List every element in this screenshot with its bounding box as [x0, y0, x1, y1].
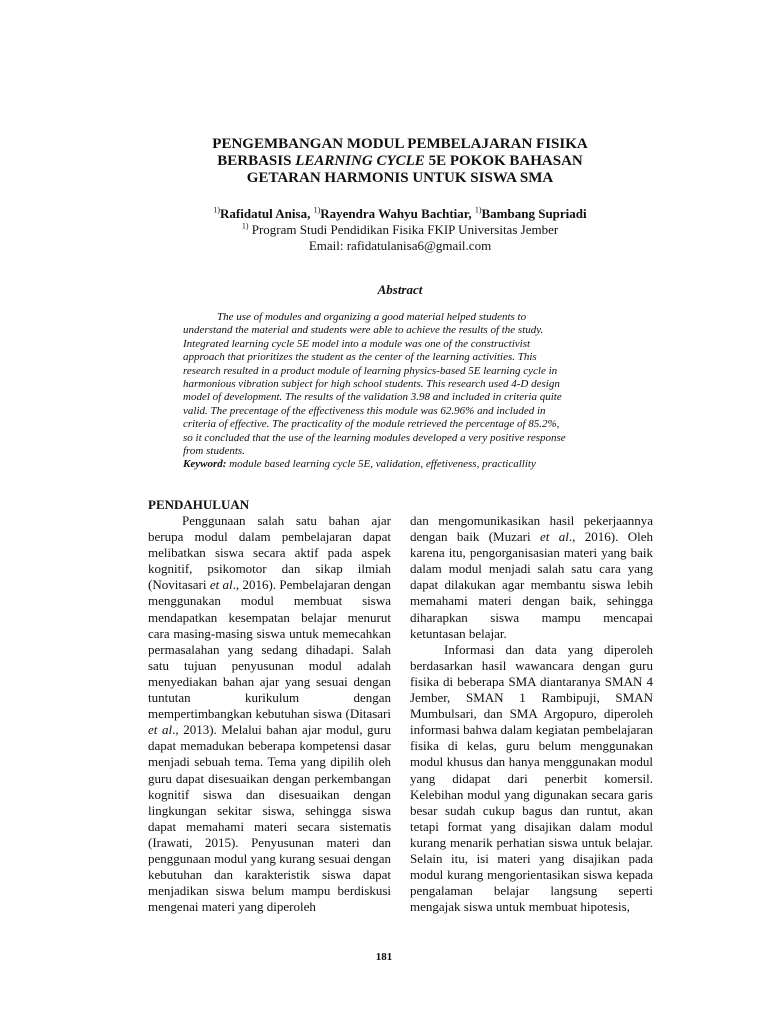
- author-name: Bambang Supriadi: [481, 206, 587, 221]
- abstract-line: Integrated learning cycle 5E model into a module was one of the constructivist: [183, 337, 531, 350]
- affiliation: [100, 222, 700, 238]
- italic-text: et al: [148, 722, 173, 738]
- title-line-2: [100, 153, 700, 170]
- section-heading: PENDAHULUAN: [148, 497, 250, 512]
- abstract-line: harmonious vibration subject for high school students. This research used 4-D design: [183, 378, 560, 391]
- left-column: [148, 513, 391, 915]
- abstract-line: approach that prioritizes the student as the center of the learning activities. This: [183, 351, 537, 364]
- paragraph: [148, 513, 391, 915]
- text-run: Penggunaan salah satu bahan ajar berupa modul dalam pembelajaran dapat melibatkan siswa secara aktif pada aspek kognitif, psikomotor dan sikap ilmiah (Novitasari: [148, 513, 391, 593]
- right-column: [410, 513, 653, 915]
- title-line-1: PENGEMBANGAN MODUL PEMBELAJARAN FISIKA: [212, 136, 588, 152]
- title-line-2-post: 5E POKOK BAHASAN: [424, 153, 583, 169]
- author-name: Rafidatul Anisa,: [220, 206, 311, 221]
- author-email: Email: rafidatulanisa6@gmail.com: [308, 238, 492, 253]
- affiliation-marker: 1): [241, 221, 249, 231]
- abstract-body: [183, 311, 623, 472]
- page-number: 181: [375, 951, 393, 963]
- italic-text: et al: [209, 577, 233, 593]
- author-name: Rayendra Wahyu Bachtiar,: [320, 206, 472, 221]
- author-marker: 1): [313, 205, 321, 215]
- author-marker: 1): [474, 205, 482, 215]
- keywords: [183, 458, 623, 471]
- paragraph: Informasi dan data yang diperoleh berdasarkan hasil wawancara dengan guru fisika di beberapa SMA diantaranya SMAN 4 Jember, SMAN 1 Rambipuji, SMAN Mumbulsari, dan SMA Argopuro, diperoleh informasi bahwa dalam kegiatan pembelajaran fisika di kelas, guru belum menggunakan modul khusus dan hanya menggunakan modul yang didapat dari penerbit komersil. Kelebihan modul yang digunakan secara garis besar sudah cukup bagus dan runtut, akan tetapi format yang disajikan dalam modul kurang menarik perhatian siswa untuk belajar. Selain itu, isi materi yang disajikan pada modul kurang mengorientasikan siswa kepada pengalaman belajar langsung seperti mengajak siswa untuk membuat hipotesis,: [410, 641, 653, 915]
- title-line-2-pre: BERBASIS: [217, 153, 296, 169]
- keyword-list: module based learning cycle 5E, validation, effetiveness, practicallity: [226, 458, 536, 471]
- paper-title: [100, 136, 700, 187]
- paragraph: [410, 513, 653, 642]
- affiliation-text: Program Studi Pendidikan Fisika FKIP Universitas Jember: [251, 222, 559, 237]
- keyword-label: Keyword:: [183, 458, 227, 471]
- italic-text: et al: [539, 529, 569, 545]
- abstract-line: research resulted in a product module of learning physics-based 5E learning cycle in: [183, 364, 558, 377]
- text-run: dan mengomunikasikan hasil pekerjaannya dengan baik (Muzari: [410, 513, 653, 545]
- text-run: ., 2013). Melalui bahan ajar modul, guru dapat memadukan beberapa kompetensi dasar menjadi sebuah tema. Tema yang dipilih oleh guru dapat disesuaikan dengan perkembangan kognitif siswa dan disesuaikan dengan lingkungan sekitar siswa, sehingga siswa dapat memahami materi secara sistematis (Irawati, 2015). Penyusunan materi dan penggunaan modul yang kurang sesuai dengan kebutuhan dan karakteristik siswa dapat menjadikan siswa belum mampu berdiskusi mengenai materi yang diperoleh: [148, 722, 391, 915]
- abstract-heading: Abstract: [377, 282, 423, 297]
- text-run: ., 2016). Pembelajaran dengan menggunakan modul membuat siswa mendapatkan kesempatan belajar menurut cara masing-masing siswa untuk memecahkan permasalahan yang sedang dihadapi. Salah satu tujuan penyusunan modul adalah menyediakan bahan ajar yang sesuai dengan tuntutan kurikulum dengan mempertimbangkan kebutuhan siswa (Ditasari: [148, 577, 391, 722]
- abstract-line: from students.: [183, 445, 245, 458]
- abstract-line: so it concluded that the use of the learning modules developed a very positive response: [183, 431, 566, 444]
- author-list: [100, 206, 700, 222]
- abstract-line: valid. The precentage of the effectiveness this module was 62.96% and included in: [183, 404, 546, 417]
- abstract-line: criteria of effective. The practicality of the module retrieved the percentage of 85.2%,: [183, 418, 560, 431]
- abstract-line: understand the material and students were able to achieve the results of the study.: [183, 324, 544, 337]
- title-line-2-italic: LEARNING CYCLE: [295, 153, 425, 169]
- text-run: ., 2016). Oleh karena itu, pengorganisasian materi yang baik dalam modul menjadi salah satu cara yang dapat dilakukan agar membantu siswa lebih memahami materi dengan baik, sehingga diharapkan siswa mampu mencapai ketuntasan belajar.: [410, 529, 653, 641]
- abstract-line: model of development. The results of the validation 3.98 and included in criteria quite: [183, 391, 562, 404]
- title-line-3: GETARAN HARMONIS UNTUK SISWA SMA: [246, 170, 554, 186]
- author-marker: 1): [213, 205, 221, 215]
- abstract-line: The use of modules and organizing a good material helped students to: [217, 311, 527, 323]
